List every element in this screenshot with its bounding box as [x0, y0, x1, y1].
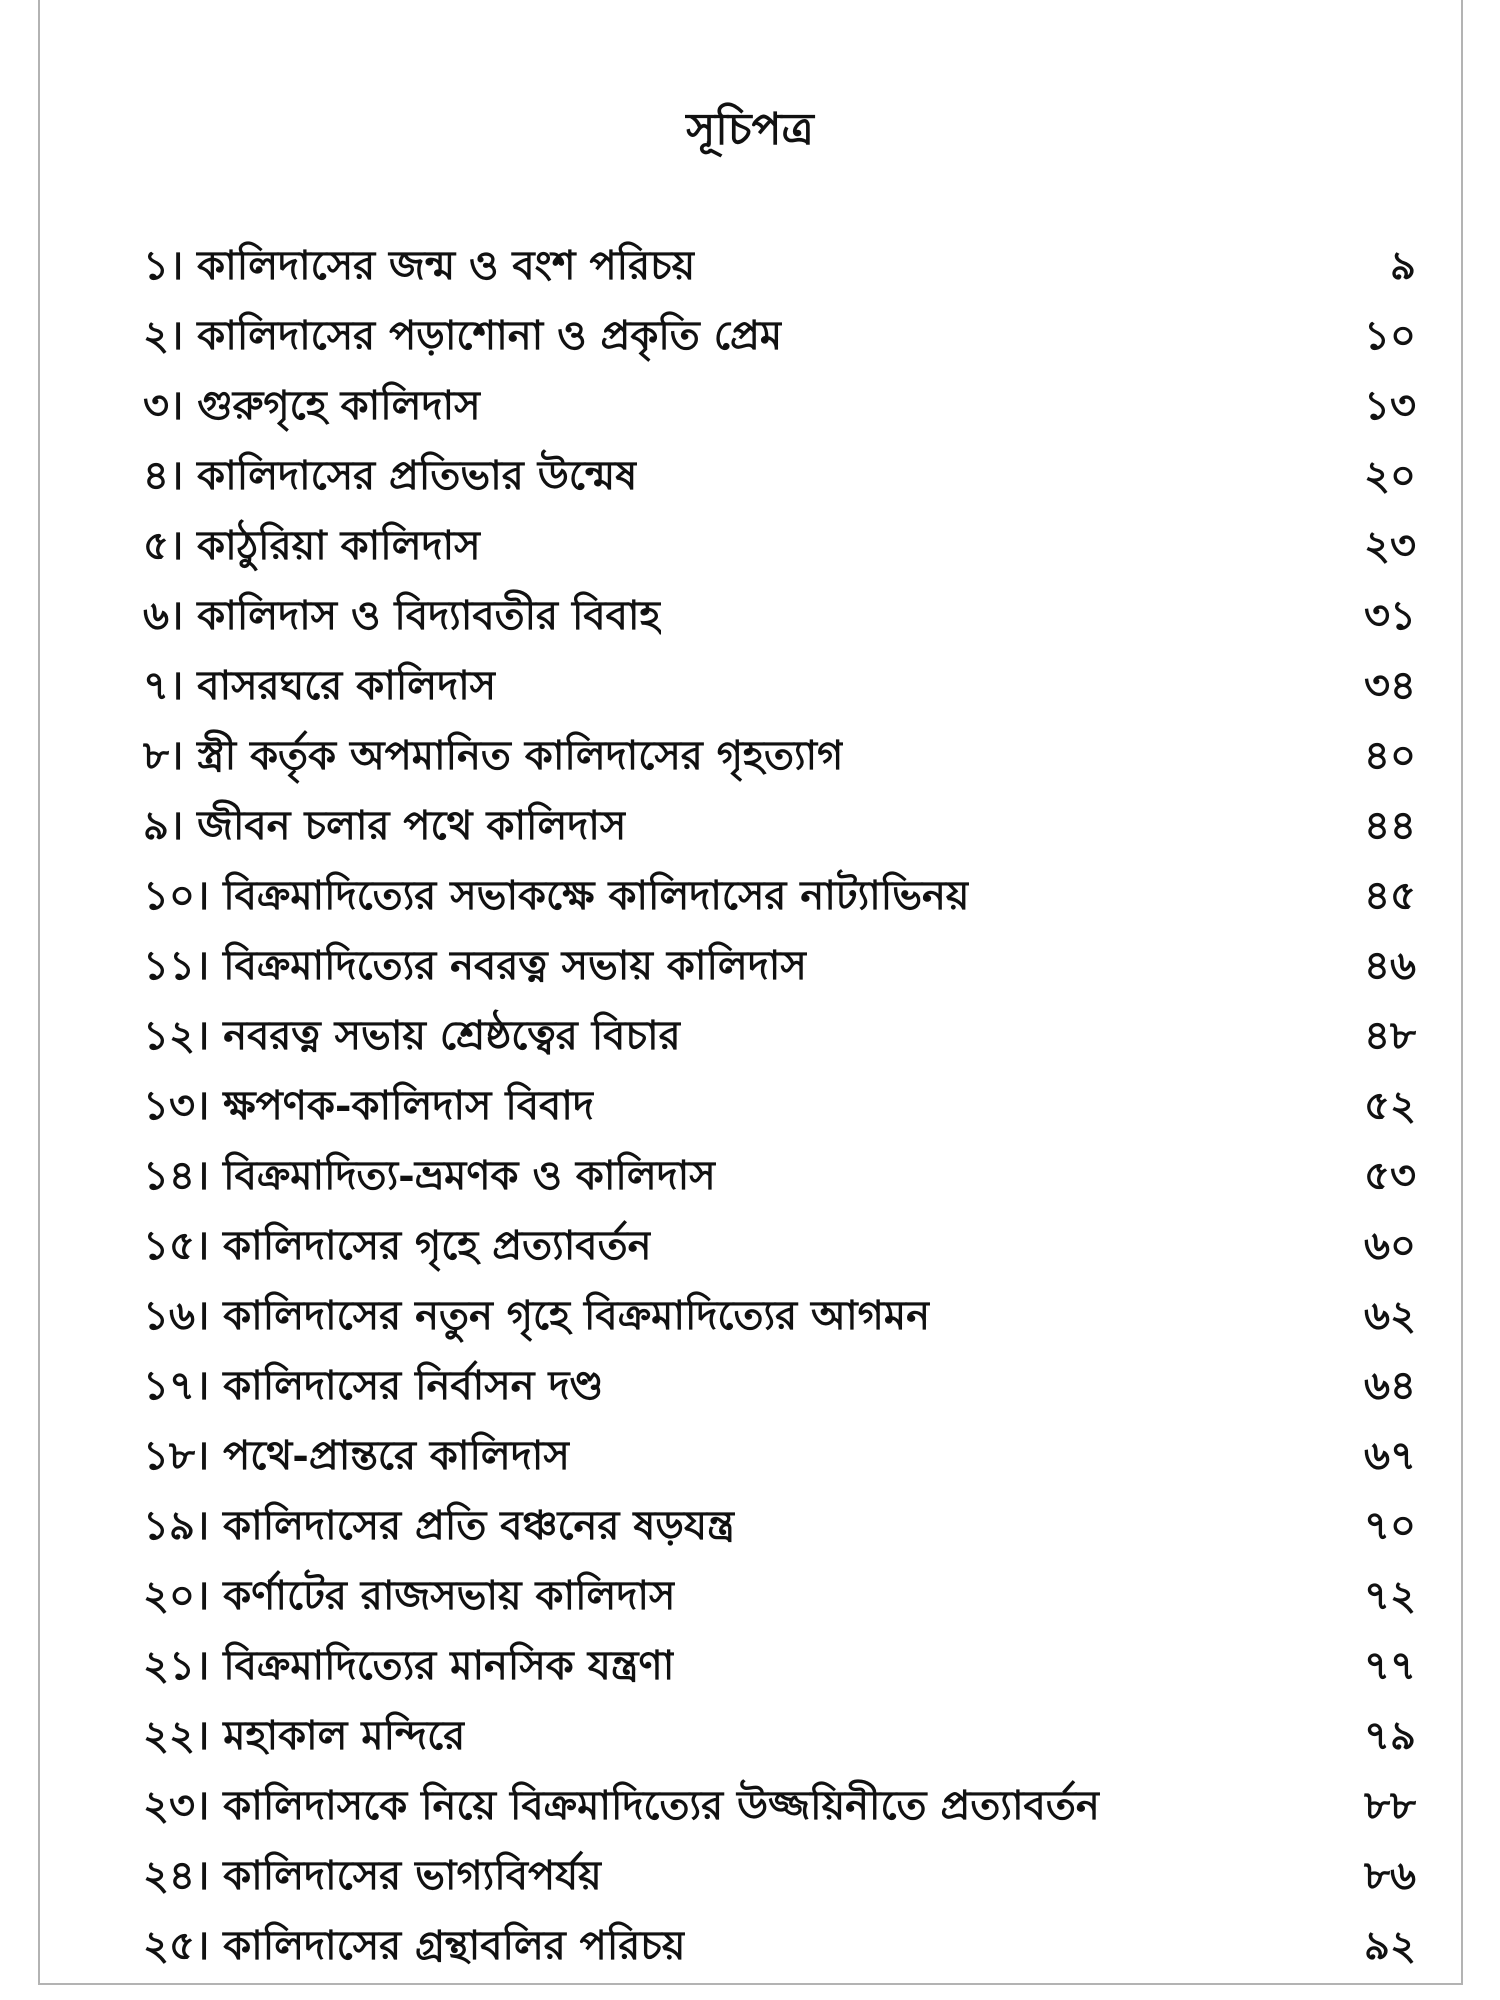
table-of-contents: [143, 232, 1416, 1982]
toc-entry-page-number: ৩৪: [1364, 661, 1416, 709]
toc-entry: [143, 1702, 1416, 1772]
toc-entry: [143, 1632, 1416, 1702]
toc-entry: [143, 792, 1416, 862]
toc-entry-page-number: ৬৭: [1363, 1431, 1416, 1479]
toc-entry-title: ৮। স্ত্রী কর্তৃক অপমানিত কালিদাসের গৃহত্যাগ: [143, 731, 844, 779]
toc-entry-title: ২০। কর্ণাটের রাজসভায় কালিদাস: [143, 1571, 676, 1619]
toc-entry-title: ১৫। কালিদাসের গৃহে প্রত্যাবর্তন: [143, 1221, 652, 1269]
toc-entry-page-number: ৪০: [1364, 731, 1416, 779]
toc-entry-page-number: ৮৮: [1364, 1781, 1416, 1829]
toc-entry-page-number: ৭৯: [1364, 1711, 1416, 1759]
toc-entry-page-number: ২০: [1363, 451, 1416, 499]
toc-entry-title: ২৩। কালিদাসকে নিয়ে বিক্রমাদিত্যের উজ্জয়িনীতে প্রত্যাবর্তন: [143, 1781, 1100, 1829]
toc-entry-page-number: ২৩: [1363, 521, 1416, 569]
page-title: সূচিপত্র: [686, 104, 814, 155]
toc-entry-title: ১৭। কালিদাসের নির্বাসন দণ্ড: [143, 1361, 604, 1409]
toc-entry-page-number: ১০: [1364, 311, 1416, 359]
toc-entry: [143, 1842, 1416, 1912]
toc-entry-title: ১। কালিদাসের জন্ম ও বংশ পরিচয়: [143, 241, 696, 289]
toc-entry: [143, 1282, 1416, 1352]
toc-entry-page-number: ৬০: [1363, 1221, 1416, 1269]
toc-entry: [143, 232, 1416, 302]
toc-entry-page-number: ৪৪: [1364, 801, 1416, 849]
toc-entry-title: ১২। নবরত্ন সভায় শ্রেষ্ঠত্বের বিচার: [143, 1011, 681, 1059]
toc-entry: [143, 302, 1416, 372]
toc-entry-page-number: ৯: [1390, 241, 1416, 289]
toc-entry-title: ২৫। কালিদাসের গ্রন্থাবলির পরিচয়: [143, 1921, 686, 1969]
toc-entry-page-number: ৬৪: [1364, 1361, 1416, 1409]
toc-entry-title: ১৯। কালিদাসের প্রতি বঞ্চনের ষড়যন্ত্র: [143, 1501, 735, 1549]
toc-entry-title: ১৮। পথে-প্রান্তরে কালিদাস: [143, 1431, 570, 1479]
toc-entry-page-number: ৭০: [1363, 1501, 1416, 1549]
toc-entry: [143, 442, 1416, 512]
toc-entry: [143, 1352, 1416, 1422]
toc-entry-page-number: ৯২: [1364, 1921, 1416, 1969]
toc-entry-title: ২২। মহাকাল মন্দিরে: [143, 1711, 466, 1759]
toc-entry-title: ১০। বিক্রমাদিত্যের সভাকক্ষে কালিদাসের নাট্যাভিনয়: [143, 871, 970, 919]
toc-entry-title: ৪। কালিদাসের প্রতিভার উন্মেষ: [143, 451, 638, 499]
toc-entry: [143, 1492, 1416, 1562]
toc-entry: [143, 372, 1416, 442]
toc-entry-title: ১৪। বিক্রমাদিত্য-ভ্রমণক ও কালিদাস: [143, 1151, 716, 1199]
toc-entry: [143, 1422, 1416, 1492]
toc-entry: [143, 1772, 1416, 1842]
toc-entry-page-number: ৪৬: [1364, 941, 1416, 989]
toc-entry-page-number: ৭৭: [1363, 1641, 1416, 1689]
toc-entry-title: ৯। জীবন চলার পথে কালিদাস: [143, 801, 627, 849]
toc-entry: [143, 722, 1416, 792]
toc-entry: [143, 932, 1416, 1002]
toc-entry-page-number: ৭২: [1363, 1571, 1416, 1619]
toc-entry-page-number: ৪৮: [1364, 1011, 1416, 1059]
toc-entry: [143, 512, 1416, 582]
toc-entry-title: ২১। বিক্রমাদিত্যের মানসিক যন্ত্রণা: [143, 1641, 675, 1689]
toc-entry-page-number: ৫২: [1364, 1081, 1416, 1129]
toc-entry-page-number: ৬২: [1363, 1291, 1416, 1339]
toc-entry-page-number: ১৩: [1364, 381, 1416, 429]
toc-entry-page-number: ৪৫: [1364, 871, 1416, 919]
toc-entry: [143, 582, 1416, 652]
toc-entry: [143, 1212, 1416, 1282]
toc-entry: [143, 1072, 1416, 1142]
toc-entry-title: ৫। কাঠুরিয়া কালিদাস: [143, 521, 481, 569]
toc-entry-title: ৩। গুরুগৃহে কালিদাস: [143, 381, 481, 429]
toc-entry: [143, 652, 1416, 722]
toc-entry-page-number: ৫৩: [1364, 1151, 1416, 1199]
toc-entry: [143, 862, 1416, 932]
toc-entry: [143, 1562, 1416, 1632]
toc-entry-page-number: ৮৬: [1364, 1851, 1416, 1899]
toc-entry: [143, 1002, 1416, 1072]
toc-entry-title: ৭। বাসরঘরে কালিদাস: [143, 661, 497, 709]
toc-entry-title: ৬। কালিদাস ও বিদ্যাবতীর বিবাহ: [143, 591, 661, 639]
toc-entry-title: ২। কালিদাসের পড়াশোনা ও প্রকৃতি প্রেম: [143, 311, 783, 359]
toc-entry-title: ১১। বিক্রমাদিত্যের নবরত্ন সভায় কালিদাস: [143, 941, 807, 989]
toc-entry: [143, 1142, 1416, 1212]
toc-entry-title: ১৩। ক্ষপণক-কালিদাস বিবাদ: [143, 1081, 594, 1129]
toc-entry-title: ২৪। কালিদাসের ভাগ্যবিপর্যয়: [143, 1851, 602, 1899]
toc-entry: [143, 1912, 1416, 1982]
toc-entry-title: ১৬। কালিদাসের নতুন গৃহে বিক্রমাদিত্যের আগমন: [143, 1291, 930, 1339]
toc-entry-page-number: ৩১: [1364, 591, 1416, 639]
